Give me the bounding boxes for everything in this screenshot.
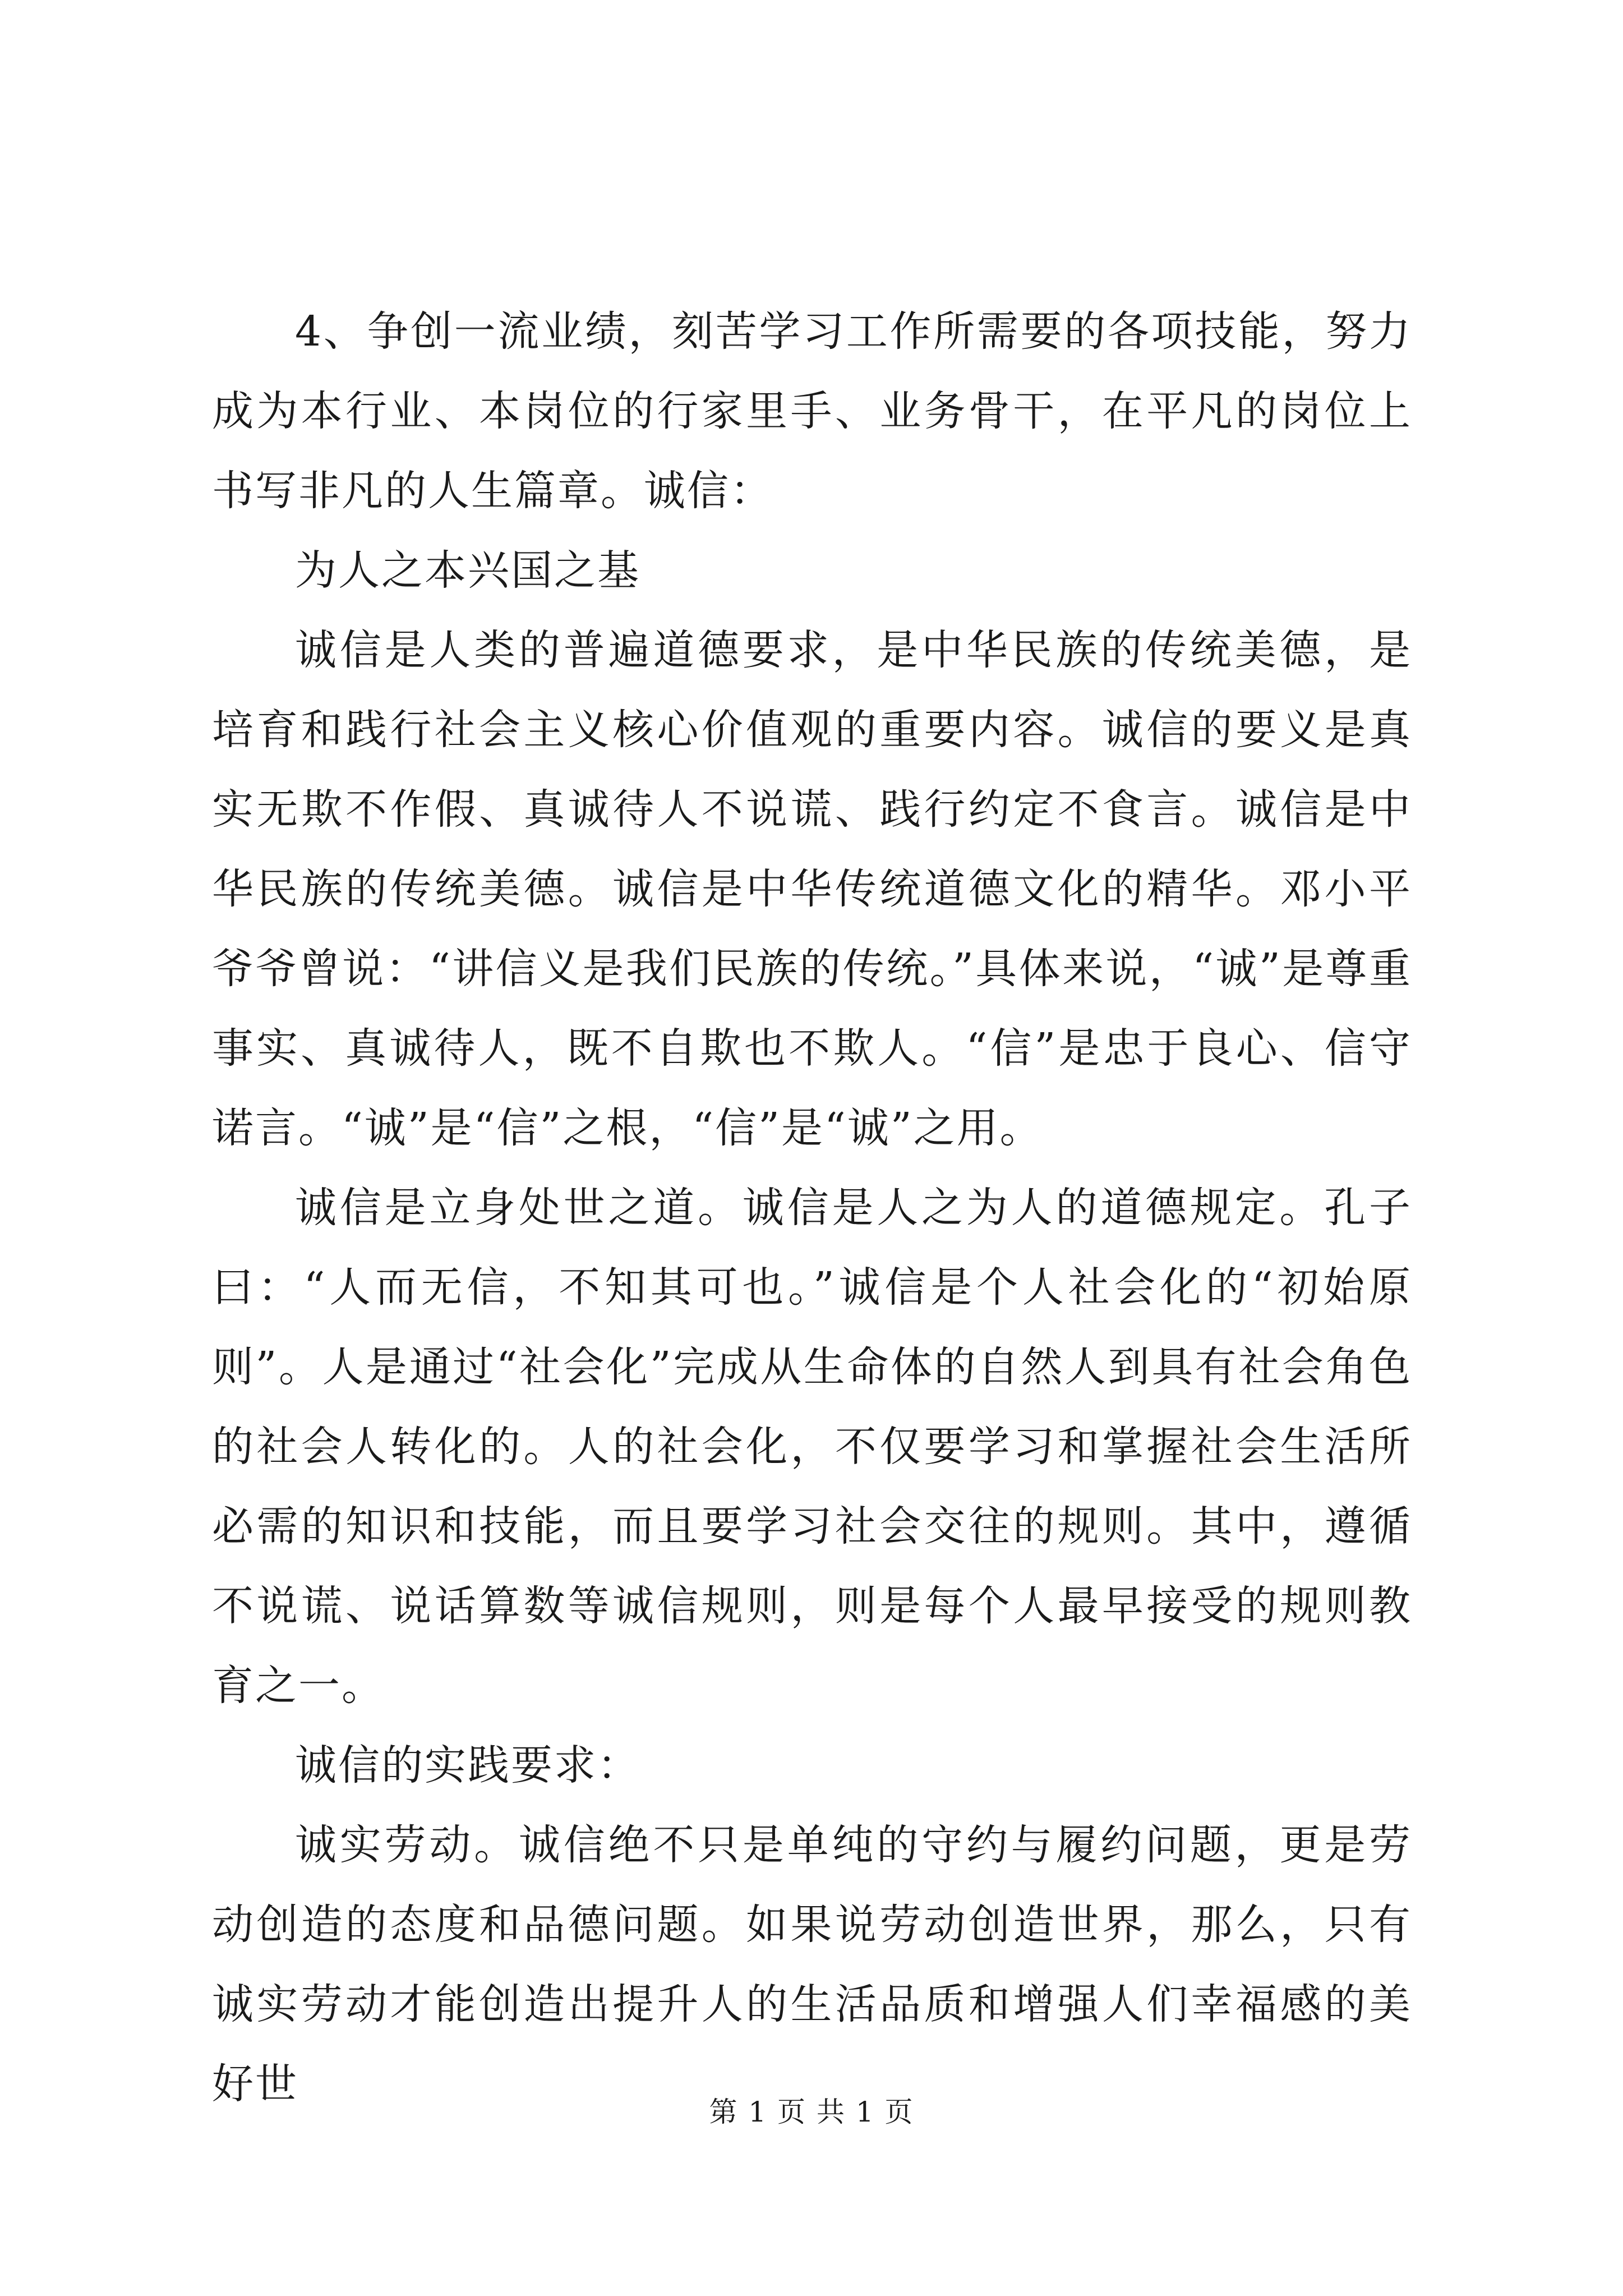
paragraph-item-4-intro: 4、争创一流业绩，刻苦学习工作所需要的各项技能，努力成为本行业、本岗位的行家里手、业务骨干，在平凡的岗位上书写非凡的人生篇章。诚信： xyxy=(212,307,1412,515)
document-body xyxy=(212,292,1412,2124)
section-heading: 为人之本兴国之基 xyxy=(295,546,640,595)
page-number-footer: 第 1 页 共 1 页 xyxy=(709,2096,914,2128)
paragraph-honesty-conduct: 诚信是立身处世之道。诚信是人之为人的道德规定。孔子曰：“人而无信，不知其可也。”诚信是个人社会化的“初始原则”。人是通过“社会化”完成从生命体的自然人到具有社会角色的社会人转化的。人的社会化，不仅要学习和掌握社会生活所必需的知识和技能，而且要学习社会交往的规则。其中，遵循不说谎、说话算数等诚信规则，则是每个人最早接受的规则教育之一。 xyxy=(212,1184,1412,1710)
paragraph-honest-labor: 诚实劳动。诚信绝不只是单纯的守约与履约问题，更是劳动创造的态度和品德问题。如果说劳动创造世界，那么，只有诚实劳动才能创造出提升人的生活品质和增强人们幸福感的美好世 xyxy=(212,1821,1412,2108)
paragraph-practice-heading: 诚信的实践要求： xyxy=(295,1741,640,1789)
paragraph-honesty-definition: 诚信是人类的普遍道德要求，是中华民族的传统美德，是培育和践行社会主义核心价值观的重要内容。诚信的要义是真实无欺不作假、真诚待人不说谎、践行约定不食言。诚信是中华民族的传统美德。诚信是中华传统道德文化的精华。邓小平爷爷曾说：“讲信义是我们民族的传统。”具体来说，“诚”是尊重事实、真诚待人，既不自欺也不欺人。“信”是忠于良心、信守诺言。“诚”是“信”之根，“信”是“诚”之用。 xyxy=(212,626,1412,1152)
